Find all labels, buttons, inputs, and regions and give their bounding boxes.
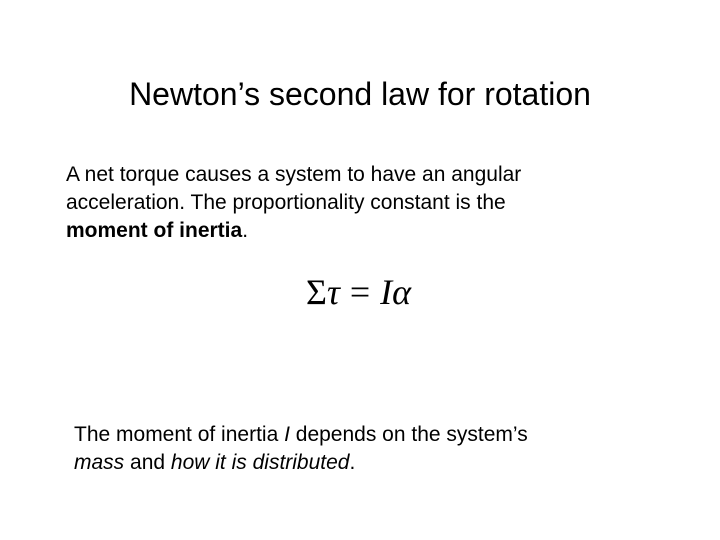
mass-term: mass: [74, 451, 125, 474]
distribution-term: how it is distributed: [170, 451, 350, 474]
note-paragraph: [74, 421, 654, 477]
note-period: .: [349, 451, 356, 474]
intro-paragraph: [66, 161, 626, 245]
tau-symbol: τ: [326, 272, 340, 312]
note-part-1: The moment of inertia: [74, 423, 285, 446]
equals-sign: =: [349, 272, 371, 312]
note-part-2: depends on the system’s: [289, 423, 528, 446]
alpha-symbol: α: [392, 272, 412, 312]
sigma-symbol: Σ: [306, 272, 327, 312]
intro-line-2: acceleration. The proportionality constant is the: [66, 191, 506, 214]
slide-title: Newton’s second law for rotation: [129, 76, 591, 112]
intro-line-1: A net torque causes a system to have an angular: [66, 163, 522, 186]
inertia-symbol: I: [380, 272, 393, 312]
inertia-italic-symbol: I: [284, 423, 290, 446]
intro-period: .: [242, 219, 249, 242]
moment-of-inertia-term: moment of inertia: [66, 219, 243, 242]
note-part-3: and: [124, 451, 171, 474]
torque-equation: [306, 268, 411, 317]
